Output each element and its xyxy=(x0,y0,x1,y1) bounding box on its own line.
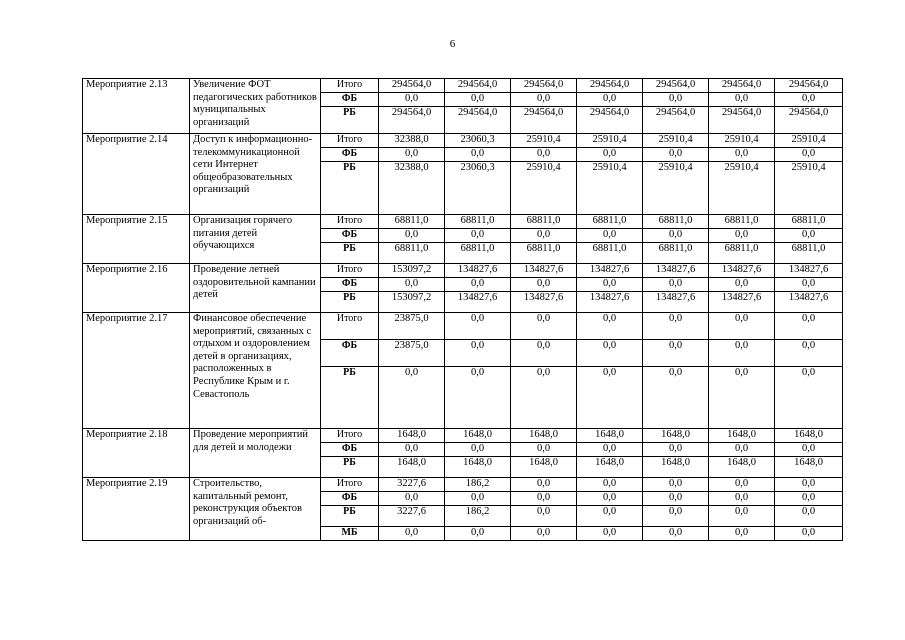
amount-cell: 0,0 xyxy=(445,492,511,506)
funding-source: ФБ xyxy=(321,229,379,243)
measure-name: Доступ к информационно-телекоммуникационной сети Интернет общеобразовательных организаций xyxy=(190,134,321,215)
amount-cell: 0,0 xyxy=(775,492,843,506)
amount-cell: 0,0 xyxy=(643,492,709,506)
amount-cell: 294564,0 xyxy=(379,107,445,134)
amount-cell: 0,0 xyxy=(511,506,577,527)
amount-cell: 0,0 xyxy=(643,278,709,292)
amount-cell: 0,0 xyxy=(643,506,709,527)
measure-name: Финансовое обеспечение мероприятий, связанных с отдыхом и оздоровлением детей в организациях, расположенных в Республике Крым и г. Севастополь xyxy=(190,313,321,429)
amount-cell: 1648,0 xyxy=(511,457,577,478)
amount-cell: 25910,4 xyxy=(577,134,643,148)
amount-cell: 0,0 xyxy=(577,478,643,492)
funding-source: Итого xyxy=(321,215,379,229)
amount-cell: 0,0 xyxy=(709,492,775,506)
amount-cell: 25910,4 xyxy=(709,134,775,148)
amount-cell: 1648,0 xyxy=(775,457,843,478)
amount-cell: 0,0 xyxy=(775,340,843,367)
amount-cell: 0,0 xyxy=(643,340,709,367)
amount-cell: 1648,0 xyxy=(379,457,445,478)
amount-cell: 0,0 xyxy=(445,340,511,367)
funding-source: РБ xyxy=(321,292,379,313)
amount-cell: 25910,4 xyxy=(775,162,843,215)
funding-source: РБ xyxy=(321,162,379,215)
amount-cell: 68811,0 xyxy=(445,215,511,229)
amount-cell: 0,0 xyxy=(643,478,709,492)
amount-cell: 0,0 xyxy=(709,313,775,340)
amount-cell: 0,0 xyxy=(379,443,445,457)
measure-id: Мероприятие 2.16 xyxy=(83,264,190,313)
amount-cell: 294564,0 xyxy=(643,107,709,134)
amount-cell: 1648,0 xyxy=(445,429,511,443)
amount-cell: 0,0 xyxy=(643,313,709,340)
amount-cell: 0,0 xyxy=(577,443,643,457)
funding-source: Итого xyxy=(321,313,379,340)
amount-cell: 0,0 xyxy=(709,278,775,292)
amount-cell: 0,0 xyxy=(445,148,511,162)
measure-id: Мероприятие 2.14 xyxy=(83,134,190,215)
amount-cell: 134827,6 xyxy=(709,292,775,313)
table-row xyxy=(83,215,843,229)
amount-cell: 25910,4 xyxy=(511,162,577,215)
amount-cell: 0,0 xyxy=(709,478,775,492)
amount-cell: 23060,3 xyxy=(445,162,511,215)
amount-cell: 1648,0 xyxy=(379,429,445,443)
amount-cell: 0,0 xyxy=(511,367,577,429)
amount-cell: 0,0 xyxy=(643,229,709,243)
amount-cell: 25910,4 xyxy=(577,162,643,215)
amount-cell: 294564,0 xyxy=(775,107,843,134)
amount-cell: 0,0 xyxy=(379,93,445,107)
measure-name: Строительство, капитальный ремонт, реконструкция объектов организаций об- xyxy=(190,478,321,541)
amount-cell: 294564,0 xyxy=(577,79,643,93)
amount-cell: 0,0 xyxy=(643,527,709,541)
funding-source: ФБ xyxy=(321,340,379,367)
amount-cell: 186,2 xyxy=(445,506,511,527)
funding-source: РБ xyxy=(321,367,379,429)
amount-cell: 0,0 xyxy=(577,340,643,367)
amount-cell: 134827,6 xyxy=(445,292,511,313)
amount-cell: 0,0 xyxy=(379,367,445,429)
amount-cell: 0,0 xyxy=(445,93,511,107)
amount-cell: 0,0 xyxy=(709,443,775,457)
amount-cell: 0,0 xyxy=(709,229,775,243)
amount-cell: 1648,0 xyxy=(709,429,775,443)
amount-cell: 68811,0 xyxy=(577,215,643,229)
budget-table xyxy=(82,78,843,541)
amount-cell: 186,2 xyxy=(445,478,511,492)
amount-cell: 1648,0 xyxy=(577,457,643,478)
amount-cell: 68811,0 xyxy=(775,215,843,229)
amount-cell: 134827,6 xyxy=(643,292,709,313)
amount-cell: 1648,0 xyxy=(643,457,709,478)
measure-name: Увеличение ФОТ педагогических работников муниципальных организаций xyxy=(190,79,321,134)
amount-cell: 134827,6 xyxy=(511,292,577,313)
amount-cell: 294564,0 xyxy=(709,107,775,134)
amount-cell: 0,0 xyxy=(445,367,511,429)
amount-cell: 32388,0 xyxy=(379,162,445,215)
amount-cell: 68811,0 xyxy=(709,243,775,264)
funding-source: Итого xyxy=(321,264,379,278)
amount-cell: 0,0 xyxy=(445,229,511,243)
amount-cell: 0,0 xyxy=(643,93,709,107)
amount-cell: 25910,4 xyxy=(775,134,843,148)
amount-cell: 294564,0 xyxy=(577,107,643,134)
amount-cell: 153097,2 xyxy=(379,292,445,313)
amount-cell: 25910,4 xyxy=(643,162,709,215)
amount-cell: 1648,0 xyxy=(445,457,511,478)
amount-cell: 68811,0 xyxy=(379,215,445,229)
amount-cell: 0,0 xyxy=(511,148,577,162)
amount-cell: 23875,0 xyxy=(379,313,445,340)
amount-cell: 68811,0 xyxy=(709,215,775,229)
amount-cell: 3227,6 xyxy=(379,478,445,492)
amount-cell: 0,0 xyxy=(445,278,511,292)
funding-source: ФБ xyxy=(321,93,379,107)
amount-cell: 0,0 xyxy=(511,478,577,492)
amount-cell: 0,0 xyxy=(775,478,843,492)
amount-cell: 0,0 xyxy=(577,229,643,243)
amount-cell: 0,0 xyxy=(379,148,445,162)
amount-cell: 0,0 xyxy=(445,443,511,457)
amount-cell: 1648,0 xyxy=(709,457,775,478)
amount-cell: 1648,0 xyxy=(643,429,709,443)
amount-cell: 294564,0 xyxy=(445,107,511,134)
measure-id: Мероприятие 2.19 xyxy=(83,478,190,541)
amount-cell: 68811,0 xyxy=(445,243,511,264)
amount-cell: 0,0 xyxy=(709,93,775,107)
funding-source: ФБ xyxy=(321,278,379,292)
amount-cell: 1648,0 xyxy=(511,429,577,443)
amount-cell: 23875,0 xyxy=(379,340,445,367)
funding-source: ФБ xyxy=(321,148,379,162)
table-row xyxy=(83,313,843,340)
amount-cell: 0,0 xyxy=(709,367,775,429)
amount-cell: 294564,0 xyxy=(511,107,577,134)
amount-cell: 0,0 xyxy=(775,93,843,107)
amount-cell: 134827,6 xyxy=(775,292,843,313)
measure-name: Проведение мероприятий для детей и молодежи xyxy=(190,429,321,478)
amount-cell: 68811,0 xyxy=(577,243,643,264)
funding-source: ФБ xyxy=(321,492,379,506)
funding-source: ФБ xyxy=(321,443,379,457)
measure-name: Организация горячего питания детей обучающихся xyxy=(190,215,321,264)
funding-source: Итого xyxy=(321,478,379,492)
amount-cell: 134827,6 xyxy=(577,292,643,313)
amount-cell: 0,0 xyxy=(577,93,643,107)
table-row xyxy=(83,264,843,278)
amount-cell: 25910,4 xyxy=(511,134,577,148)
amount-cell: 32388,0 xyxy=(379,134,445,148)
amount-cell: 0,0 xyxy=(775,229,843,243)
amount-cell: 294564,0 xyxy=(775,79,843,93)
amount-cell: 25910,4 xyxy=(643,134,709,148)
amount-cell: 294564,0 xyxy=(445,79,511,93)
amount-cell: 1648,0 xyxy=(775,429,843,443)
amount-cell: 134827,6 xyxy=(577,264,643,278)
amount-cell: 68811,0 xyxy=(511,215,577,229)
funding-source: Итого xyxy=(321,429,379,443)
amount-cell: 0,0 xyxy=(775,443,843,457)
measure-id: Мероприятие 2.15 xyxy=(83,215,190,264)
table-row xyxy=(83,478,843,492)
amount-cell: 0,0 xyxy=(577,527,643,541)
amount-cell: 294564,0 xyxy=(709,79,775,93)
amount-cell: 153097,2 xyxy=(379,264,445,278)
amount-cell: 0,0 xyxy=(709,506,775,527)
amount-cell: 68811,0 xyxy=(511,243,577,264)
amount-cell: 0,0 xyxy=(511,93,577,107)
amount-cell: 134827,6 xyxy=(709,264,775,278)
amount-cell: 0,0 xyxy=(577,148,643,162)
amount-cell: 0,0 xyxy=(511,278,577,292)
amount-cell: 0,0 xyxy=(577,278,643,292)
amount-cell: 68811,0 xyxy=(379,243,445,264)
amount-cell: 0,0 xyxy=(379,229,445,243)
amount-cell: 0,0 xyxy=(775,367,843,429)
amount-cell: 68811,0 xyxy=(775,243,843,264)
amount-cell: 134827,6 xyxy=(511,264,577,278)
amount-cell: 0,0 xyxy=(577,313,643,340)
table-row xyxy=(83,134,843,148)
measure-id: Мероприятие 2.18 xyxy=(83,429,190,478)
amount-cell: 0,0 xyxy=(775,148,843,162)
amount-cell: 0,0 xyxy=(775,527,843,541)
amount-cell: 294564,0 xyxy=(511,79,577,93)
amount-cell: 0,0 xyxy=(511,313,577,340)
amount-cell: 0,0 xyxy=(445,527,511,541)
amount-cell: 0,0 xyxy=(577,492,643,506)
amount-cell: 0,0 xyxy=(775,506,843,527)
amount-cell: 0,0 xyxy=(511,527,577,541)
funding-source: РБ xyxy=(321,506,379,527)
amount-cell: 68811,0 xyxy=(643,215,709,229)
amount-cell: 68811,0 xyxy=(643,243,709,264)
amount-cell: 0,0 xyxy=(643,443,709,457)
table-body xyxy=(83,79,843,541)
amount-cell: 0,0 xyxy=(511,492,577,506)
amount-cell: 0,0 xyxy=(709,340,775,367)
amount-cell: 0,0 xyxy=(379,492,445,506)
funding-source: РБ xyxy=(321,243,379,264)
table-row xyxy=(83,79,843,93)
table-row xyxy=(83,429,843,443)
amount-cell: 25910,4 xyxy=(709,162,775,215)
amount-cell: 294564,0 xyxy=(379,79,445,93)
amount-cell: 0,0 xyxy=(511,340,577,367)
amount-cell: 0,0 xyxy=(379,278,445,292)
amount-cell: 1648,0 xyxy=(577,429,643,443)
amount-cell: 134827,6 xyxy=(643,264,709,278)
amount-cell: 0,0 xyxy=(511,229,577,243)
amount-cell: 3227,6 xyxy=(379,506,445,527)
amount-cell: 294564,0 xyxy=(643,79,709,93)
amount-cell: 0,0 xyxy=(775,278,843,292)
amount-cell: 0,0 xyxy=(709,148,775,162)
amount-cell: 0,0 xyxy=(577,367,643,429)
amount-cell: 0,0 xyxy=(379,527,445,541)
funding-source: Итого xyxy=(321,134,379,148)
amount-cell: 0,0 xyxy=(775,313,843,340)
amount-cell: 0,0 xyxy=(577,506,643,527)
amount-cell: 134827,6 xyxy=(445,264,511,278)
funding-source: МБ xyxy=(321,527,379,541)
funding-source: РБ xyxy=(321,457,379,478)
amount-cell: 134827,6 xyxy=(775,264,843,278)
funding-source: РБ xyxy=(321,107,379,134)
measure-id: Мероприятие 2.13 xyxy=(83,79,190,134)
amount-cell: 0,0 xyxy=(643,148,709,162)
page-number: 6 xyxy=(449,38,456,50)
amount-cell: 0,0 xyxy=(511,443,577,457)
amount-cell: 23060,3 xyxy=(445,134,511,148)
amount-cell: 0,0 xyxy=(709,527,775,541)
funding-source: Итого xyxy=(321,79,379,93)
amount-cell: 0,0 xyxy=(643,367,709,429)
amount-cell: 0,0 xyxy=(445,313,511,340)
measure-name: Проведение летней оздоровительной кампании детей xyxy=(190,264,321,313)
measure-id: Мероприятие 2.17 xyxy=(83,313,190,429)
